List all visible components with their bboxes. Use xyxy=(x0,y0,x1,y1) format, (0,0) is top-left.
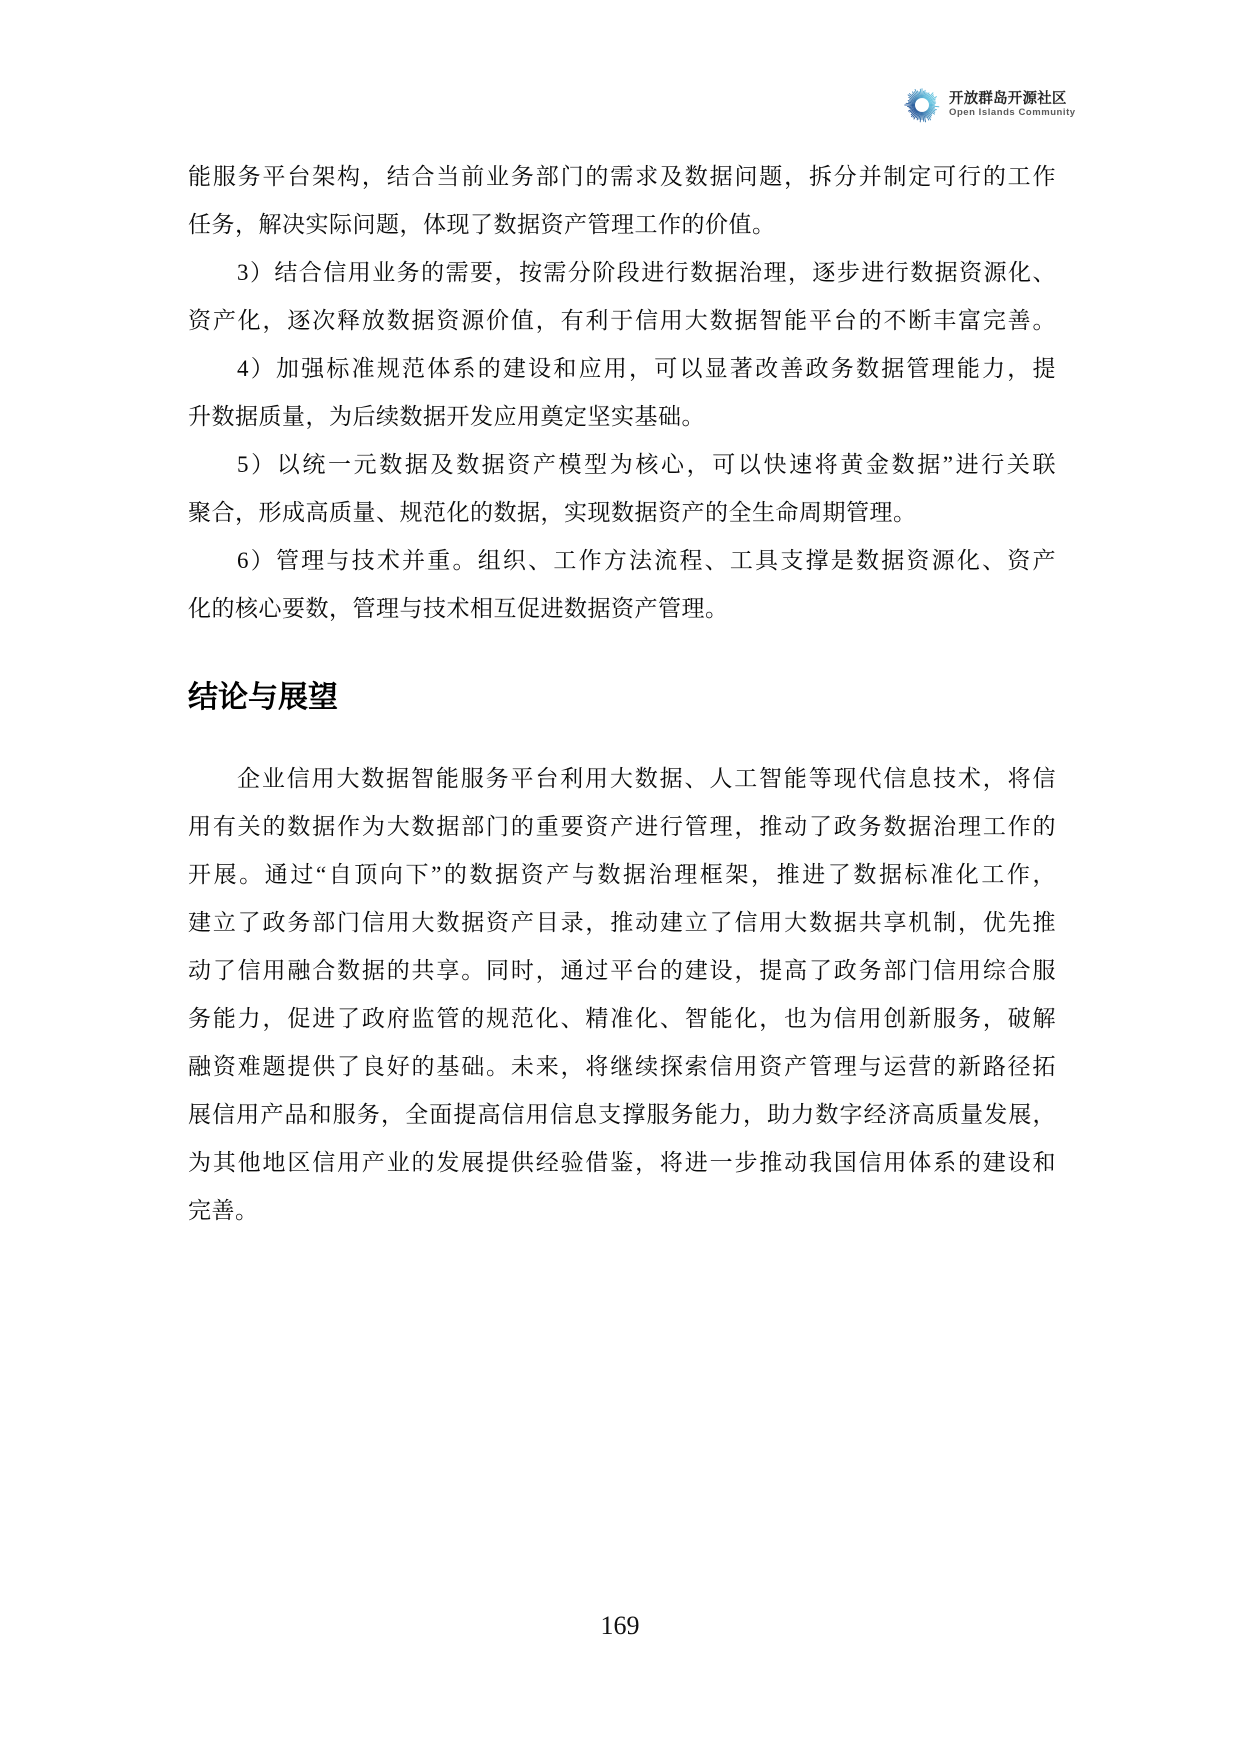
text-line: 升数据质量，为后续数据开发应用奠定坚实基础。 xyxy=(188,404,705,429)
text-line: 化的核心要数，管理与技术相互促进数据资产管理。 xyxy=(188,596,729,621)
text-line: 资产化，逐次释放数据资源价值，有利于信用大数据智能平台的不断丰富完善。 xyxy=(188,308,1056,333)
logo-text xyxy=(949,92,1076,118)
text-line: 展信用产品和服务，全面提高信用信息支撑服务能力，助力数字经济高质量发展， xyxy=(188,1102,1056,1127)
text-line: 用有关的数据作为大数据部门的重要资产进行管理，推动了政务数据治理工作的 xyxy=(188,814,1056,839)
text-line: 建立了政务部门信用大数据资产目录，推动建立了信用大数据共享机制，优先推 xyxy=(188,910,1056,935)
text-line: 完善。 xyxy=(188,1198,259,1223)
text-line: 开展。通过“自顶向下”的数据资产与数据治理框架，推进了数据标准化工作， xyxy=(188,862,1056,887)
logo xyxy=(903,86,1076,124)
text-line: 为其他地区信用产业的发展提供经验借鉴，将进一步推动我国信用体系的建设和 xyxy=(188,1150,1056,1175)
text-line: 企业信用大数据智能服务平台利用大数据、人工智能等现代信息技术，将信 xyxy=(237,766,1056,791)
text-line: 能服务平台架构，结合当前业务部门的需求及数据问题，拆分并制定可行的工作 xyxy=(188,164,1056,189)
open-islands-starburst-icon xyxy=(903,86,941,124)
text-line: 3）结合信用业务的需要，按需分阶段进行数据治理，逐步进行数据资源化、 xyxy=(237,260,1056,285)
text-line: 5）以统一元数据及数据资产模型为核心，可以快速将黄金数据”进行关联 xyxy=(237,452,1056,477)
logo-title-zh: 开放群岛开源社区 xyxy=(949,91,1067,107)
text-line: 动了信用融合数据的共享。同时，通过平台的建设，提高了政务部门信用综合服 xyxy=(188,958,1056,983)
page-number: 169 xyxy=(600,1611,640,1640)
logo-subtitle-en: Open Islands Community xyxy=(949,107,1076,118)
section-heading: 结论与展望 xyxy=(188,681,338,714)
text-line: 4）加强标准规范体系的建设和应用，可以显著改善政务数据管理能力，提 xyxy=(237,356,1056,381)
text-line: 聚合，形成高质量、规范化的数据，实现数据资产的全生命周期管理。 xyxy=(188,500,917,525)
text-line: 融资难题提供了良好的基础。未来，将继续探索信用资产管理与运营的新路径拓 xyxy=(188,1054,1056,1079)
text-line: 6）管理与技术并重。组织、工作方法流程、工具支撑是数据资源化、资产 xyxy=(237,548,1056,573)
text-line: 务能力，促进了政府监管的规范化、精准化、智能化，也为信用创新服务，破解 xyxy=(188,1006,1056,1031)
text-line: 任务，解决实际问题，体现了数据资产管理工作的价值。 xyxy=(188,212,776,237)
document-body xyxy=(188,153,1056,1235)
